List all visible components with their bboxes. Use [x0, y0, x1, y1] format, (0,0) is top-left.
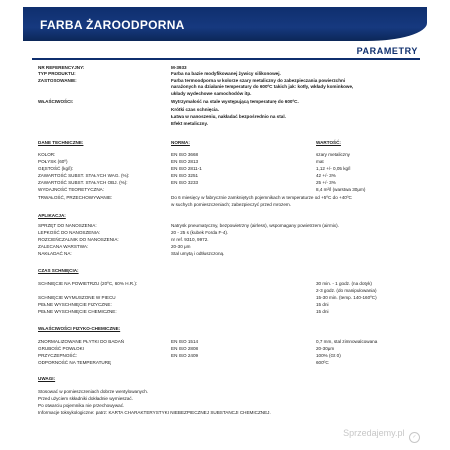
type-value: Farba na bazie modyfikowanej żywicy silikonowej.	[171, 71, 281, 76]
header-divider	[32, 58, 420, 60]
props-line: Wytrzymałość na stale występującą temperaturę do 600ºC.	[171, 99, 299, 104]
physchem-norm: EN ISO 2409	[171, 353, 199, 358]
tech-label: POŁYSK (60º)	[38, 159, 68, 164]
props-line: Efekt metaliczny.	[171, 121, 208, 126]
physchem-value: 600ºC	[316, 360, 329, 365]
application-value: Stal umytą i odtłuszczoną.	[171, 251, 225, 256]
drying-label: SCHNIĘCIE WYMUSZONE W PIECU	[38, 295, 116, 300]
use-line: narażonych na działanie temperatury do 600ºC takich jak: kotły, wkłady kominkowe,	[171, 84, 354, 89]
note-line: Po otwarciu pojemnika nie przechowywać.	[38, 403, 125, 408]
application-value: 20-30 μm	[171, 244, 191, 249]
watermark-suffix: .pl	[394, 428, 405, 438]
physchem-value: 20-30μm	[316, 346, 335, 351]
tech-norm: EN ISO 3668	[171, 152, 199, 157]
tech-label: WYDAJNOŚĆ TEORETYCZNA:	[38, 187, 105, 192]
section-title: PARAMETRY	[356, 46, 418, 56]
application-value: Natrysk pneumatyczny, bezpowietrzny (airless), wspomagany powietrzem (airmix).	[171, 223, 339, 228]
application-heading: APLIKACJA:	[38, 213, 66, 218]
use-line: układy wydechowe samochodów itp.	[171, 91, 252, 96]
tech-label: GĘSTOŚĆ (kg/l):	[38, 166, 74, 171]
application-label: NAKŁADAĆ NA:	[38, 251, 72, 256]
tech-value: szary metaliczny	[316, 152, 350, 157]
drying-label: PEŁNE WYSCHNIĘCIE CHEMICZNE:	[38, 309, 117, 314]
storage-label: TRWAŁOŚĆ, PRZECHOWYWANIE:	[38, 195, 113, 200]
drying-label: SCHNIĘCIE NA POWIETRZU (20ºC, 60% H.R.):	[38, 281, 138, 286]
physchem-norm: EN ISO 1514	[171, 339, 199, 344]
tech-value: 25 +/- 3%	[316, 180, 336, 185]
tech-value: 1,12 +/- 0,05 kg/l	[316, 166, 351, 171]
storage-line: w suchych pomieszczeniach; zabezpieczyć przed mrozem.	[171, 202, 291, 207]
drying-value: 15 dni	[316, 302, 329, 307]
application-label: ROZCIEŃCZALNIK DO NANOSZENIA:	[38, 237, 119, 242]
tech-label: KOLOR:	[38, 152, 56, 157]
ref-value: M-3933	[171, 65, 187, 70]
type-label: TYP PRODUKTU:	[38, 71, 76, 76]
drying-value: 2-3 godz. (do manipulowania)	[316, 288, 377, 293]
physchem-heading: WŁAŚCIWOŚCI FIZYKO-CHEMICZNE:	[38, 326, 121, 331]
tech-value: mat	[316, 159, 324, 164]
tech-norm: EN ISO 3251	[171, 173, 199, 178]
value-heading: WARTOŚĆ:	[316, 140, 341, 145]
application-label: SPRZĘT DO NANOSZENIA:	[38, 223, 97, 228]
application-label: ZALECANA WARSTWA:	[38, 244, 89, 249]
tech-norm: EN ISO 2811-1	[171, 166, 202, 171]
physchem-value: 100% (Gt 0)	[316, 353, 341, 358]
watermark	[343, 428, 420, 443]
note-line: Stosować w pomieszczeniach dobrze wentylowanych.	[38, 389, 149, 394]
notes-heading: UWAGI:	[38, 376, 56, 381]
ref-label: NR REFERENCYJNY:	[38, 65, 85, 70]
use-line: Farba termoodporna w kolorze szary metaliczny do zabezpieczania powierzchni	[171, 78, 346, 83]
norm-heading: NORMA:	[171, 140, 190, 145]
watermark-logo-icon: ✓	[409, 432, 420, 443]
props-label: WŁAŚCIWOŚCI:	[38, 99, 74, 104]
physchem-label: ZNORMALIZOWANE PŁYTKI DO BADAŃ	[38, 339, 125, 344]
use-label: ZASTOSOWANIE:	[38, 78, 77, 83]
physchem-label: ODPORNOŚĆ NA TEMPERATURĘ	[38, 360, 112, 365]
physchem-label: GRUBOŚĆ POWŁOKI	[38, 346, 84, 351]
drying-label: PEŁNE WYSCHNIĘCIE FIZYCZNE:	[38, 302, 112, 307]
tech-label: ZAWARTOŚĆ SUBST. STAŁYCH OBJ. (%):	[38, 180, 128, 185]
application-value: nr ref. 9310, 9972.	[171, 237, 209, 242]
application-label: LEPKOŚĆ DO NANOSZENIA:	[38, 230, 101, 235]
physchem-label: PRZYCZEPNOŚĆ:	[38, 353, 78, 358]
note-line: Przed użyciem składniki dokładnie wymieszać.	[38, 396, 133, 401]
tech-norm: EN ISO 3233	[171, 180, 199, 185]
note-line: Informacje toksykologiczne: patrz: KARTA CHARAKTERYSTYKI NIEBEZPIECZNEJ SUBSTANCJI CHEMICZNEJ.	[38, 410, 271, 415]
props-line: Łatwa w nanoszeniu, nakładać bezpośrednio na stal.	[171, 114, 286, 119]
watermark-text: Sprzedajemy	[343, 428, 395, 438]
tech-value: 42 +/- 3%	[316, 173, 336, 178]
application-value: 20 - 25 s (kubek Forda F-4).	[171, 230, 229, 235]
drying-value: 15 dni	[316, 309, 329, 314]
tech-label: ZAWARTOŚĆ SUBST. STAŁYCH WAG. (%):	[38, 173, 130, 178]
physchem-norm: EN ISO 2808	[171, 346, 199, 351]
physchem-value: 0,7 mm, stal zimnowalcowana	[316, 339, 378, 344]
drying-value: 30 min. - 1 godz. (na dotyk)	[316, 281, 372, 286]
tech-value: 8,4 m²/l (warstwa 30μm)	[316, 187, 366, 192]
tech-norm: EN ISO 2813	[171, 159, 199, 164]
drying-heading: CZAS SCHNIĘCIA:	[38, 268, 79, 273]
storage-line: Do 6 miesięcy w fabrycznie zamkniętych pojemnikach w temperaturze od +5ºC do +40ºC	[171, 195, 352, 200]
props-line: Krótki czas schnięcia.	[171, 107, 220, 112]
product-title: FARBA ŻAROODPORNA	[40, 18, 185, 32]
drying-value: 15-30 min. (temp. 140-160ºC)	[316, 295, 377, 300]
tech-heading: DANE TECHNICZNE:	[38, 140, 84, 145]
